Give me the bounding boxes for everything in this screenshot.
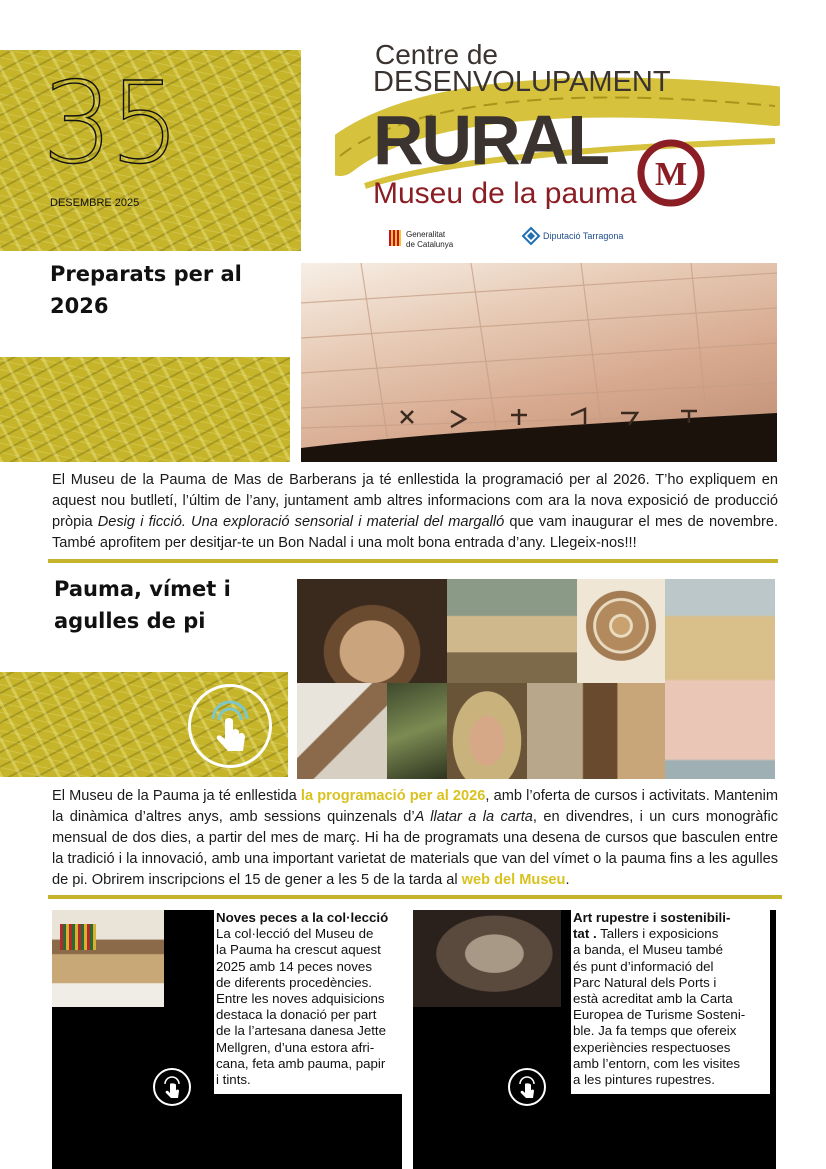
- collection-pieces-photo: [52, 910, 164, 1007]
- issue-date: DESEMBRE 2025: [50, 197, 140, 209]
- divider: [48, 895, 782, 899]
- logo-badge: M: [654, 156, 688, 193]
- rock-art-text: Art rupestre i sostenibili- tat . Tallers i exposicions a banda, el Museu també és punt d’informació del Parc Natural dels Ports i està acreditat amb la Carta Europea de Turisme Sosteni- ble. Ja fa temps que ofereix experiències respectuoses amb l’entorn, com les visites a les pintures rupestres.: [571, 910, 770, 1094]
- section2-heading: Pauma, vímet i agulles de pi: [54, 577, 231, 633]
- rock-art-box: [413, 910, 776, 1169]
- divider: [48, 559, 778, 563]
- logo-line2: DESENVOLUPAMENT: [373, 66, 671, 98]
- museum-web-link[interactable]: web del Museu: [461, 872, 566, 888]
- collection-news-title: Noves peces a la col·lecció: [216, 910, 389, 925]
- section2-body: El Museu de la Pauma ja té enllestida la programació per al 2026, amb l’oferta de cursos i activitats. Mantenim la dinàmica d’altres anys, amb sessions quinzenals d’A llatar a la carta, en divendres, i un curs monogràfic mensual de dos dies, a partir del mes de març. Hi ha de programats una desena de cursos que basculen entre la tradició i la innovació, amb una important varietat de materials que van del vímet o la pauma fins a les agulles de pi. Obrirem inscripcions el 15 de gener a les 5 de la tarda al web del Museu.: [52, 788, 779, 888]
- section1-heading: Preparats per al 2026: [50, 262, 242, 318]
- partner1-line2: de Catalunya: [406, 240, 454, 249]
- collection-news-box: [52, 910, 402, 1169]
- touch-hand-glyph: [510, 1070, 544, 1104]
- bag-photo: [297, 683, 387, 779]
- coiled-mat-photo: [577, 579, 665, 683]
- museum-logo: [335, 36, 780, 256]
- palm-leaves-photo: [387, 683, 447, 779]
- touch-hand-icon[interactable]: [508, 1068, 546, 1106]
- workshop-photo: [413, 910, 561, 1007]
- logo-line1: Centre de: [375, 39, 498, 70]
- partner2-label: Diputació Tarragona: [543, 231, 624, 241]
- touch-hand-glyph: [155, 1070, 189, 1104]
- museum-facade-photo: [301, 263, 777, 462]
- touch-hand-glyph: [191, 687, 269, 765]
- logo-line4: Museu de la pauma: [373, 177, 637, 210]
- wicker-basket-photo: [527, 683, 665, 779]
- touch-hand-icon[interactable]: [188, 684, 272, 768]
- collection-news-text: Noves peces a la col·lecció La col·lecció del Museu de la Pauma ha crescut aquest 2025 amb 14 peces noves de diferents procedències. Entre les noves adquisicions destaca la donació per part de la l’artesana danesa Jette Mellgren, d’una estora afri- cana, feta amb pauma, papir i tints.: [214, 910, 402, 1094]
- issue-number: 35: [42, 59, 177, 189]
- crafts-photo-collage: [297, 579, 775, 779]
- partner1-line1: Generalitat: [406, 230, 446, 239]
- palm-leaf-image: [0, 357, 290, 462]
- vase-photo: [665, 579, 775, 779]
- touch-hand-icon[interactable]: [153, 1068, 191, 1106]
- programme-link[interactable]: la programació per al 2026: [300, 788, 486, 804]
- hands-weaving-photo: [447, 683, 527, 779]
- generalitat-shield-icon: [389, 230, 401, 246]
- woven-tray-photo: [447, 579, 577, 683]
- section1-intro: El Museu de la Pauma de Mas de Barberans ja té enllestida la programació per al 2026. T’ho expliquem en aquest nou butlletí, l’últim de l’any, juntament amb altres informacions com ara la nova exposició de producció pròpia Desig i ficció. Una exploració sensorial i material del margalló que vam inaugurar el mes de novembre. També aprofitem per desitjar-te un Bon Nadal i una molt bona entrada d’any. Llegeix-nos!!!: [52, 472, 779, 551]
- woven-mat-photo: [60, 924, 96, 950]
- basket-photo: [297, 579, 447, 683]
- logo-line3: RURAL: [373, 101, 608, 179]
- diputacio-diamond-icon: [523, 228, 539, 244]
- rock-art-title: Art rupestre i sostenibili-: [573, 910, 731, 925]
- facade-illustration: [301, 263, 777, 462]
